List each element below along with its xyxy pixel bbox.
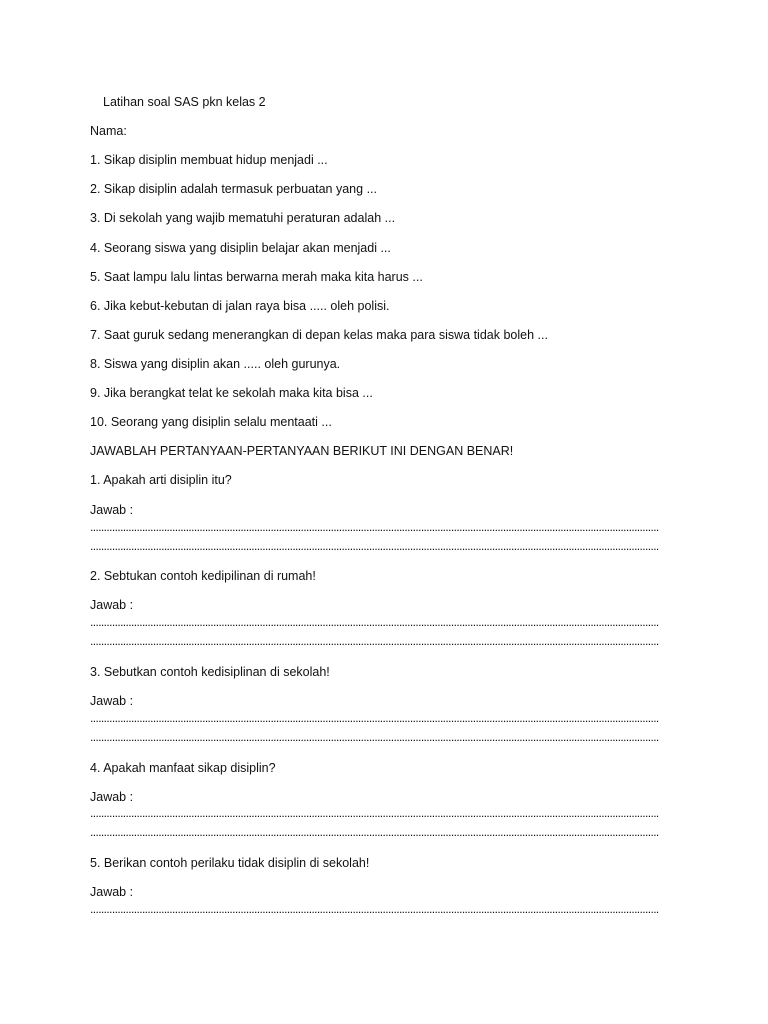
fill-in-question: 10. Seorang yang disiplin selalu mentaati ... xyxy=(90,415,332,429)
essay-question: 2. Sebtukan contoh kedipilinan di rumah! xyxy=(90,569,316,583)
answer-label: Jawab : xyxy=(90,503,134,517)
answer-line: ................................................................................................................................................................................................................ xyxy=(90,827,659,839)
answer-line: ................................................................................................................................................................................................................ xyxy=(90,904,659,916)
fill-in-question: 1. Sikap disiplin membuat hidup menjadi ... xyxy=(90,153,328,167)
answer-line: ................................................................................................................................................................................................................ xyxy=(90,617,659,629)
answer-label: Jawab : xyxy=(90,598,134,612)
answer-line: ................................................................................................................................................................................................................ xyxy=(90,541,659,553)
answer-label: Jawab : xyxy=(90,790,134,804)
worksheet-title: Latihan soal SAS pkn kelas 2 xyxy=(103,95,266,109)
answer-line: ................................................................................................................................................................................................................ xyxy=(90,732,659,744)
essay-question: 3. Sebutkan contoh kedisiplinan di sekolah! xyxy=(90,665,330,679)
fill-in-question: 2. Sikap disiplin adalah termasuk perbuatan yang ... xyxy=(90,182,377,196)
fill-in-question: 6. Jika kebut-kebutan di jalan raya bisa ..... oleh polisi. xyxy=(90,299,390,313)
fill-in-question: 3. Di sekolah yang wajib mematuhi peraturan adalah ... xyxy=(90,211,396,225)
fill-in-question: 4. Seorang siswa yang disiplin belajar akan menjadi ... xyxy=(90,241,391,255)
answer-line: ................................................................................................................................................................................................................ xyxy=(90,808,659,820)
answer-line: ................................................................................................................................................................................................................ xyxy=(90,713,659,725)
answer-line: ................................................................................................................................................................................................................ xyxy=(90,636,659,648)
section-heading: JAWABLAH PERTANYAAN-PERTANYAAN BERIKUT INI DENGAN BENAR! xyxy=(90,444,514,458)
fill-in-question: 5. Saat lampu lalu lintas berwarna merah maka kita harus ... xyxy=(90,270,423,284)
fill-in-question: 9. Jika berangkat telat ke sekolah maka kita bisa ... xyxy=(90,386,373,400)
fill-in-question: 7. Saat guruk sedang menerangkan di depan kelas maka para siswa tidak boleh ... xyxy=(90,328,548,342)
answer-label: Jawab : xyxy=(90,694,134,708)
essay-question: 5. Berikan contoh perilaku tidak disiplin di sekolah! xyxy=(90,856,370,870)
essay-question: 1. Apakah arti disiplin itu? xyxy=(90,473,232,487)
name-label: Nama: xyxy=(90,124,127,138)
fill-in-question: 8. Siswa yang disiplin akan ..... oleh gurunya. xyxy=(90,357,341,371)
essay-question: 4. Apakah manfaat sikap disiplin? xyxy=(90,761,276,775)
answer-line: ................................................................................................................................................................................................................ xyxy=(90,522,659,534)
answer-label: Jawab : xyxy=(90,885,134,899)
